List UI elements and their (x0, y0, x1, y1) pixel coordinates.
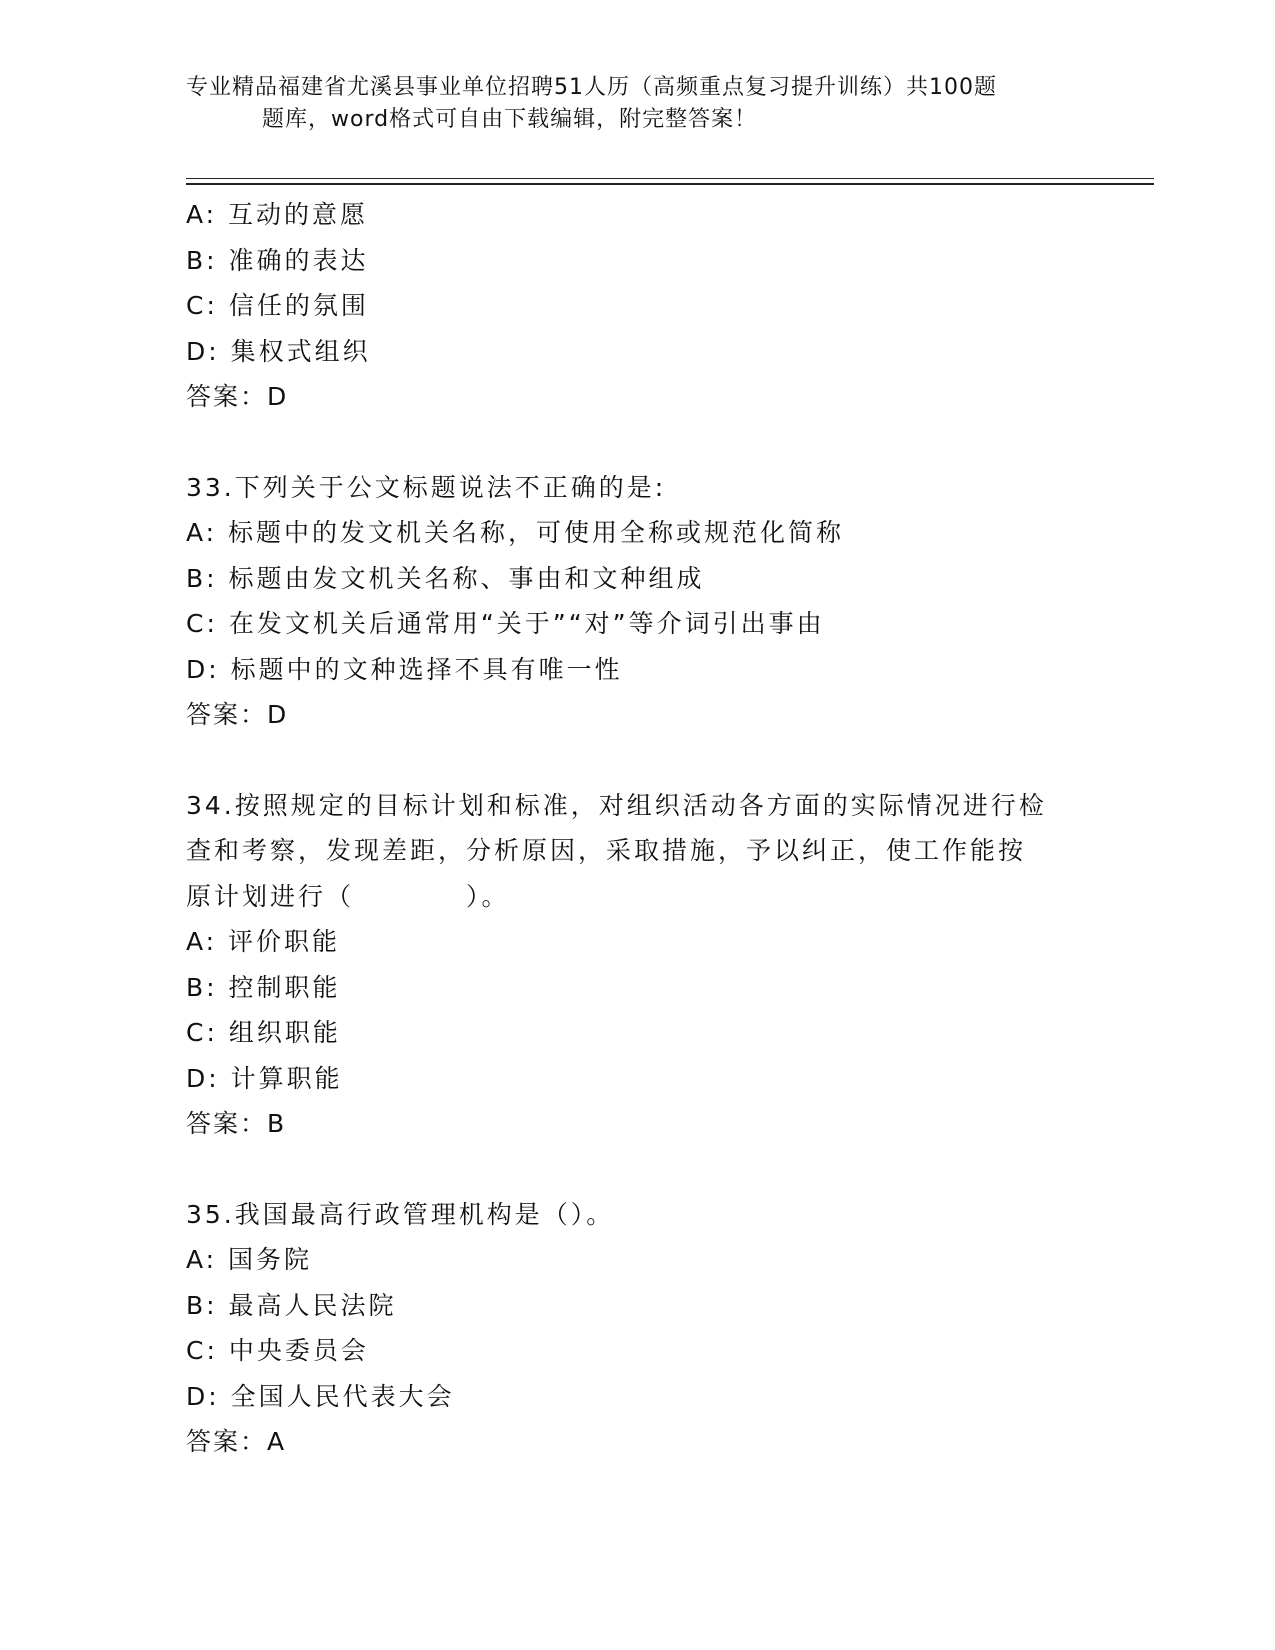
question-block-35 (186, 1192, 1086, 1465)
option-c: C: 在发文机关后通常用“关于”“对”等介词引出事由 (186, 609, 825, 638)
spacer (186, 420, 1086, 465)
option-b: B: 标题由发文机关名称、事由和文种组成 (186, 563, 705, 593)
question-text: 33.下列关于公文标题说法不正确的是: (186, 472, 667, 502)
answer-line: 答案：A (186, 1427, 287, 1456)
document-header (186, 72, 1086, 136)
answer-line: 答案：B (186, 1109, 287, 1138)
option-d: D: 计算职能 (186, 1063, 343, 1093)
header-title-line2: 题库，word格式可自由下载编辑，附完整答案！ (262, 107, 758, 132)
question-text: 35.我国最高行政管理机构是（）。 (186, 1199, 615, 1229)
option-a: A: 评价职能 (186, 927, 341, 956)
option-a: A: 互动的意愿 (186, 200, 369, 229)
option-b: B: 最高人民法院 (186, 1290, 397, 1320)
option-a: A: 标题中的发文机关名称，可使用全称或规范化简称 (186, 518, 845, 547)
spacer (186, 738, 1086, 783)
header-rule-thin (186, 178, 1154, 179)
answer-line: 答案：D (186, 700, 289, 729)
option-c: C: 组织职能 (186, 1018, 341, 1047)
question-block-34 (186, 783, 1086, 1147)
question-list (186, 192, 1086, 1465)
question-block-continued (186, 192, 1086, 420)
header-rule-thick (186, 183, 1154, 185)
question-text: 34.按照规定的目标计划和标准，对组织活动各方面的实际情况进行检 (186, 790, 1047, 820)
question-text: 查和考察，发现差距，分析原因，采取措施，予以纠正，使工作能按 (186, 836, 1027, 865)
option-d: D: 集权式组织 (186, 336, 371, 366)
option-b: B: 控制职能 (186, 972, 341, 1002)
option-a: A: 国务院 (186, 1245, 313, 1274)
question-text: 原计划进行（ ）。 (186, 881, 510, 911)
option-d: D: 标题中的文种选择不具有唯一性 (186, 654, 623, 684)
header-title-line1: 专业精品福建省尤溪县事业单位招聘51人历（高频重点复习提升训练）共100题 (186, 75, 997, 100)
option-d: D: 全国人民代表大会 (186, 1381, 455, 1411)
spacer (186, 1147, 1086, 1192)
option-b: B: 准确的表达 (186, 245, 369, 275)
option-c: C: 中央委员会 (186, 1336, 369, 1365)
option-c: C: 信任的氛围 (186, 291, 369, 320)
question-block-33 (186, 465, 1086, 738)
answer-line: 答案：D (186, 382, 289, 411)
